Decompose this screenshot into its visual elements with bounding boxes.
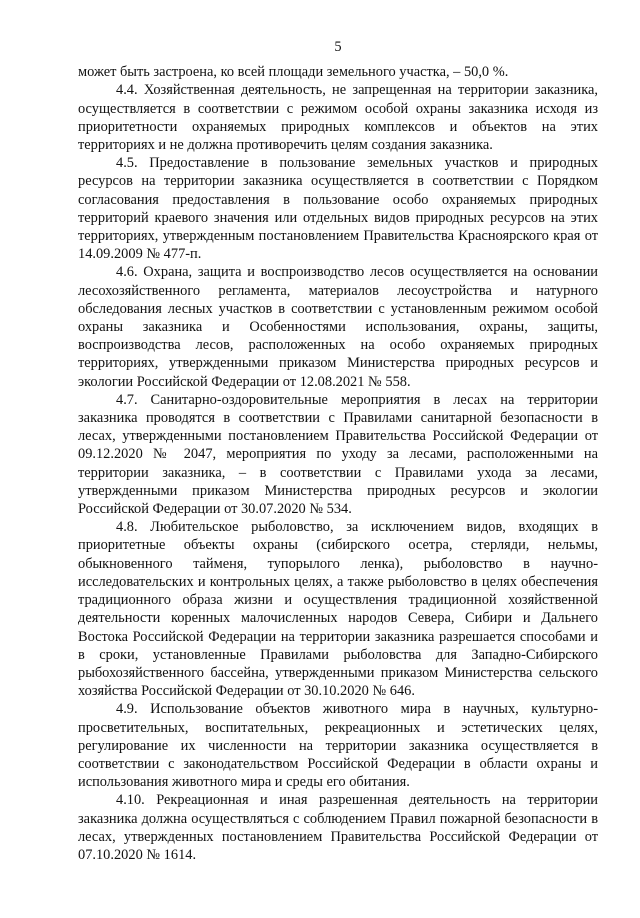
paragraph-4-8: 4.8. Любительское рыболовство, за исключением видов, входящих в приоритетные объекты охраны (сибирского осетра, стерляди, нельмы, обыкновенного тайменя, тупорылого ленка), рыболовство в научно-исследовательских и контрольных целях, а также рыболовство в целях обеспечения традиционного образа жизни и осуществления традиционной хозяйственной деятельности коренных малочисленных народов Севера, Сибири и Дальнего Востока Российской Федерации на территории заказника разрешается способами и в сроки, установленные Правилами рыболовства для Западно-Сибирского рыбохозяйственного бассейна, утвержденными приказом Министерства сельского хозяйства Российской Федерации от 30.10.2020 № 646.	[78, 519, 598, 700]
paragraph-4-4: 4.4. Хозяйственная деятельность, не запрещенная на территории заказника, осуществляется в соответствии с режимом особой охраны заказника исходя из приоритетности охраняемых природных комплексов и объектов на этих территориях и не должна противоречить целям создания заказника.	[78, 82, 598, 154]
paragraph-4-6: 4.6. Охрана, защита и воспроизводство лесов осуществляется на основании лесохозяйственного регламента, материалов лесоустройства и натурного обследования лесных участков в соответствии с установленным режимом особой охраны заказника и Особенностями использования, охраны, защиты, воспроизводства лесов, расположенных на особо охраняемых природных территориях, утвержденными приказом Министерства природных ресурсов и экологии Российской Федерации от 12.08.2021 № 558.	[78, 264, 598, 390]
paragraph-4-7: 4.7. Санитарно-оздоровительные мероприятия в лесах на территории заказника проводятся в соответствии с Правилами санитарной безопасности в лесах, утвержденными постановлением Правительства Российской Федерации от 09.12.2020 № 2047, мероприятия по уходу за лесами, расположенными на территории заказника, – в соответствии с Правилами ухода за лесами, утвержденными приказом Министерства природных ресурсов и экологии Российской Федерации от 30.07.2020 № 534.	[78, 391, 598, 518]
document-page	[78, 38, 598, 864]
page-number: 5	[334, 39, 342, 55]
paragraph-4-5: 4.5. Предоставление в пользование земельных участков и природных ресурсов на территории заказника осуществляется в соответствии с Порядком согласования предоставления в пользование особо охраняемых природных территорий краевого значения или отдельных видов природных ресурсов на этих территориях, утвержденным постановлением Правительства Красноярского края от 14.09.2009 № 477-п.	[78, 155, 598, 263]
paragraph-4-9: 4.9. Использование объектов животного мира в научных, культурно-просветительных, воспитательных, рекреационных и эстетических целях, регулирование их численности на территории заказника осуществляется в соответствии с законодательством Российской Федерации в области охраны и использования животного мира и среды его обитания.	[78, 701, 598, 791]
paragraph-4-10: 4.10. Рекреационная и иная разрешенная деятельность на территории заказника должна осуществляться с соблюдением Правил пожарной безопасности в лесах, утвержденных постановлением Правительства Российской Федерации от 07.10.2020 № 1614.	[78, 792, 598, 863]
paragraph-continuation: может быть застроена, ко всей площади земельного участка, – 50,0 %.	[78, 64, 509, 81]
